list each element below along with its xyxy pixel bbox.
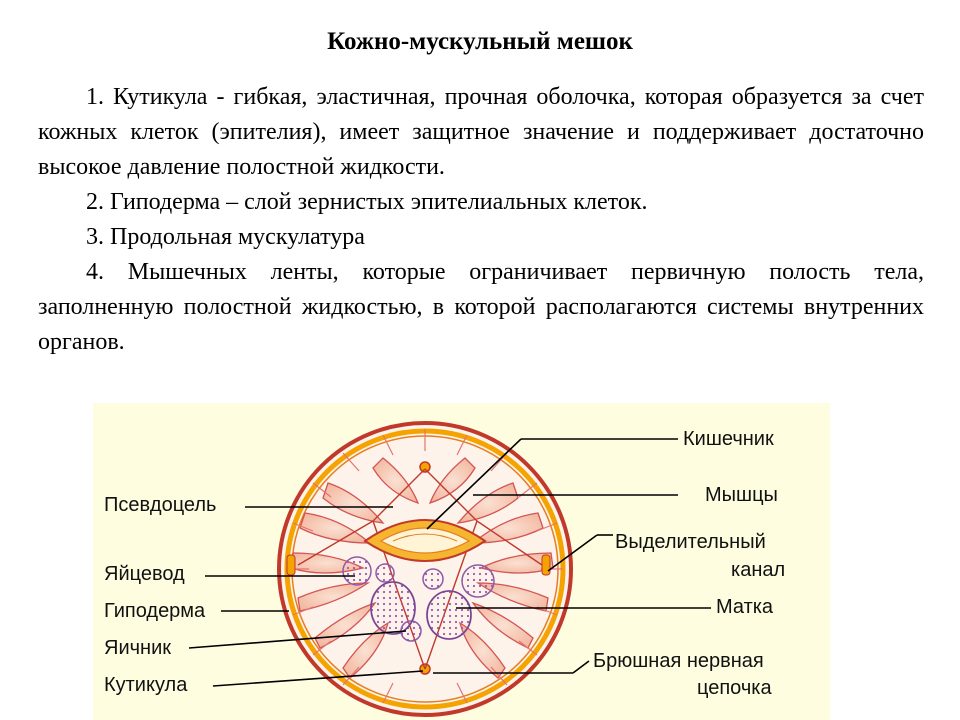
label-ovary: Яичник xyxy=(104,637,172,659)
label-uterus: Матка xyxy=(716,596,774,618)
label-oviduct: Яйцевод xyxy=(104,563,185,585)
label-excretory-canal-line2: канал xyxy=(731,559,786,581)
dorsal-nerve xyxy=(420,462,430,472)
label-excretory-canal-line1: Выделительный xyxy=(615,531,766,553)
label-muscles: Мышцы xyxy=(705,484,778,506)
paragraph-cuticle: 1. Кутикула - гибкая, эластичная, прочная оболочка, которая образуется за счет кожных клеток (эпителия), имеет защитное значение и поддерживает достаточно высокое давление полостной жидкости. xyxy=(38,84,924,180)
paragraph-hypodermis: 2. Гиподерма – слой зернистых эпителиальных клеток. xyxy=(86,189,648,215)
label-pseudocoel: Псевдоцель xyxy=(104,494,217,516)
label-ventral-nerve-cord-line2: цепочка xyxy=(697,677,772,699)
cross-section-figure xyxy=(93,403,830,720)
label-cuticle: Кутикула xyxy=(104,674,188,696)
paragraph-muscle-bands: 4. Мышечных ленты, которые ограничивает первичную полость тела, заполненную полостной жидкостью, в которой располагаются системы внутренних органов. xyxy=(38,259,924,355)
label-hypodermis: Гиподерма xyxy=(104,600,206,622)
lateral-canal-left xyxy=(287,555,295,575)
label-ventral-nerve-cord-line1: Брюшная нервная xyxy=(593,650,764,672)
slide-title: Кожно-мускульный мешок xyxy=(327,28,633,55)
body-text xyxy=(38,80,924,360)
label-intestine: Кишечник xyxy=(683,428,774,450)
lateral-canal-right xyxy=(542,555,550,575)
paragraph-longitudinal-muscles: 3. Продольная мускулатура xyxy=(86,224,365,250)
